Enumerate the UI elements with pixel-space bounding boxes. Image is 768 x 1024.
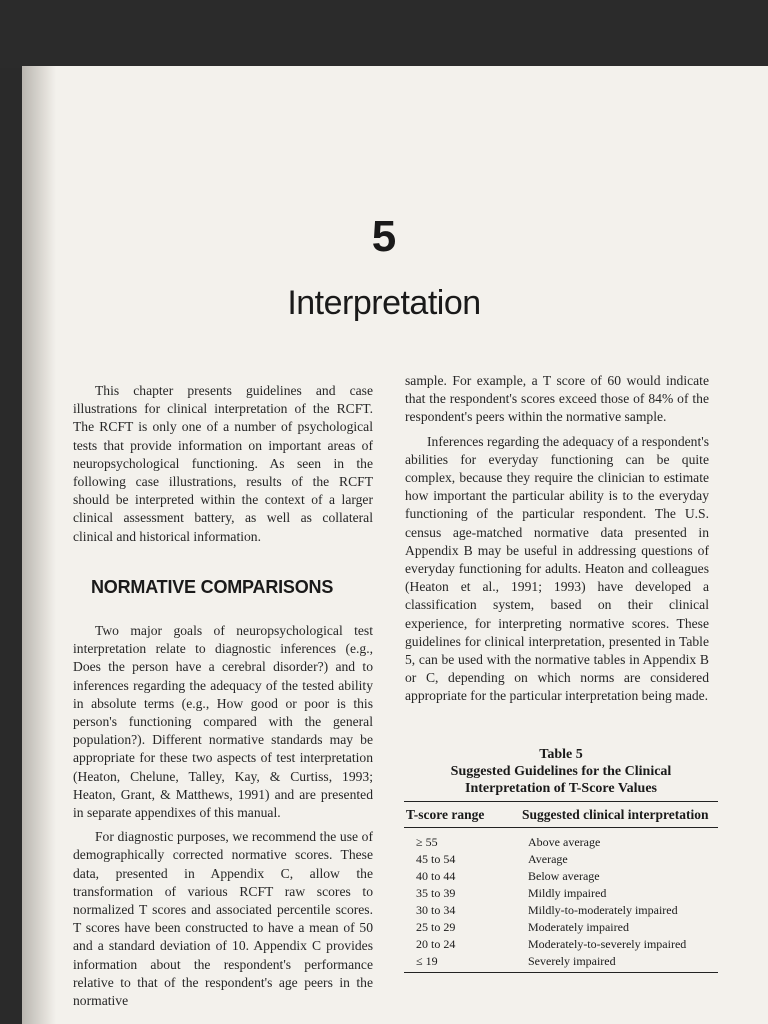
- continued-paragraph: sample. For example, a T score of 60 would indicate that the respondent's scores exceed those of 84% of the respondent's peers within the normative sample.: [405, 373, 709, 425]
- table-cell-interpretation: Above average: [528, 835, 601, 849]
- table-5: [404, 746, 718, 973]
- table-header-row: [404, 802, 718, 827]
- table-cell-interpretation: Below average: [528, 869, 600, 883]
- table-caption-line-1: Suggested Guidelines for the Clinical: [450, 764, 672, 779]
- table-caption-line-2: Interpretation of T-Score Values: [465, 781, 657, 796]
- table-row: [404, 919, 718, 936]
- table-cell-interpretation: Mildly impaired: [528, 886, 607, 900]
- table-label: Table 5: [539, 747, 583, 762]
- inferences-paragraph: Inferences regarding the adequacy of a respondent's abilities for everyday functioning can be quite complex, because they require the clinician to estimate how important the particular ability is to the everyday functioning of the particular respondent. The U.S. census age-matched normative data presented in Appendix B may be useful in addressing questions of everyday functioning for adults. Heaton and colleagues (Heaton et al., 1991; 1993) have developed a classification system, based on their clinical experience, for interpreting normative scores. These guidelines for clinical interpretation, presented in Table 5, can be used with the normative tables in Appendix B or C, depending on which norms are considered appropriate for the particular interpretation being made.: [405, 433, 709, 704]
- table-row: [404, 885, 718, 902]
- table-cell-interpretation: Severely impaired: [528, 954, 616, 968]
- table-cell-range: 30 to 34: [416, 903, 456, 917]
- table-row: [404, 834, 718, 851]
- table-cell-range: 45 to 54: [416, 852, 456, 866]
- right-column: [405, 372, 709, 706]
- scan-top-border: [0, 0, 768, 68]
- table-bottom-rule: [404, 972, 718, 973]
- table-cell-interpretation: Moderately impaired: [528, 920, 629, 934]
- table-header-range: T-score range: [406, 807, 485, 822]
- table-cell-interpretation: Moderately-to-severely impaired: [528, 937, 687, 951]
- table-row: [404, 953, 718, 970]
- intro-paragraph: This chapter presents guidelines and case illustrations for clinical interpretation of the RCFT. The RCFT is only one of a number of psychological tests that provide information on important areas of neuropsychological functioning. As seen in the following case illustrations, results of the RCFT should be interpreted within the context of a larger clinical assessment battery, as well as collateral clinical and historical information.: [73, 383, 373, 544]
- table-cell-range: ≥ 55: [416, 835, 438, 849]
- table-cell-range: 40 to 44: [416, 869, 456, 883]
- table-row: [404, 851, 718, 868]
- left-column: [73, 382, 373, 1010]
- table-header-interpretation: Suggested clinical interpretation: [522, 807, 709, 822]
- section-heading: NORMATIVE COMPARISONS: [91, 576, 334, 597]
- normative-paragraph-2: For diagnostic purposes, we recommend the use of demographically corrected normative scores. These data, presented in Appendix C, allow the transformation of various RCFT raw scores to normalized T scores and associated percentile scores. T scores have been constructed to have a mean of 50 and a standard deviation of 10. Appendix C provides information about the respondent's performance relative to that of the respondent's age peers in the normative: [73, 829, 373, 1009]
- table-cell-interpretation: Mildly-to-moderately impaired: [528, 903, 678, 917]
- table-cell-range: ≤ 19: [416, 954, 438, 968]
- table-cell-interpretation: Average: [528, 852, 568, 866]
- chapter-title: Interpretation: [287, 284, 481, 322]
- table-cell-range: 25 to 29: [416, 920, 456, 934]
- table-row: [404, 868, 718, 885]
- chapter-number: 5: [371, 212, 397, 261]
- table-cell-range: 35 to 39: [416, 886, 456, 900]
- page-binding-shadow: [22, 66, 56, 1024]
- table-cell-range: 20 to 24: [416, 937, 456, 951]
- table-body: [404, 828, 718, 972]
- normative-paragraph-1: Two major goals of neuropsychological test interpretation relate to diagnostic inferences (e.g., Does the person have a cerebral disorder?) and to inferences regarding the adequacy of the tested ability in absolute terms (e.g., How good or poor is this person's functioning compared with the general population?). Different normative standards may be appropriate for these two aspects of test interpretation (Heaton, Chelune, Talley, Kay, & Curtiss, 1993; Heaton, Grant, & Matthews, 1991) and are presented in separate appendixes of this manual.: [73, 623, 373, 821]
- table-row: [404, 902, 718, 919]
- table-row: [404, 936, 718, 953]
